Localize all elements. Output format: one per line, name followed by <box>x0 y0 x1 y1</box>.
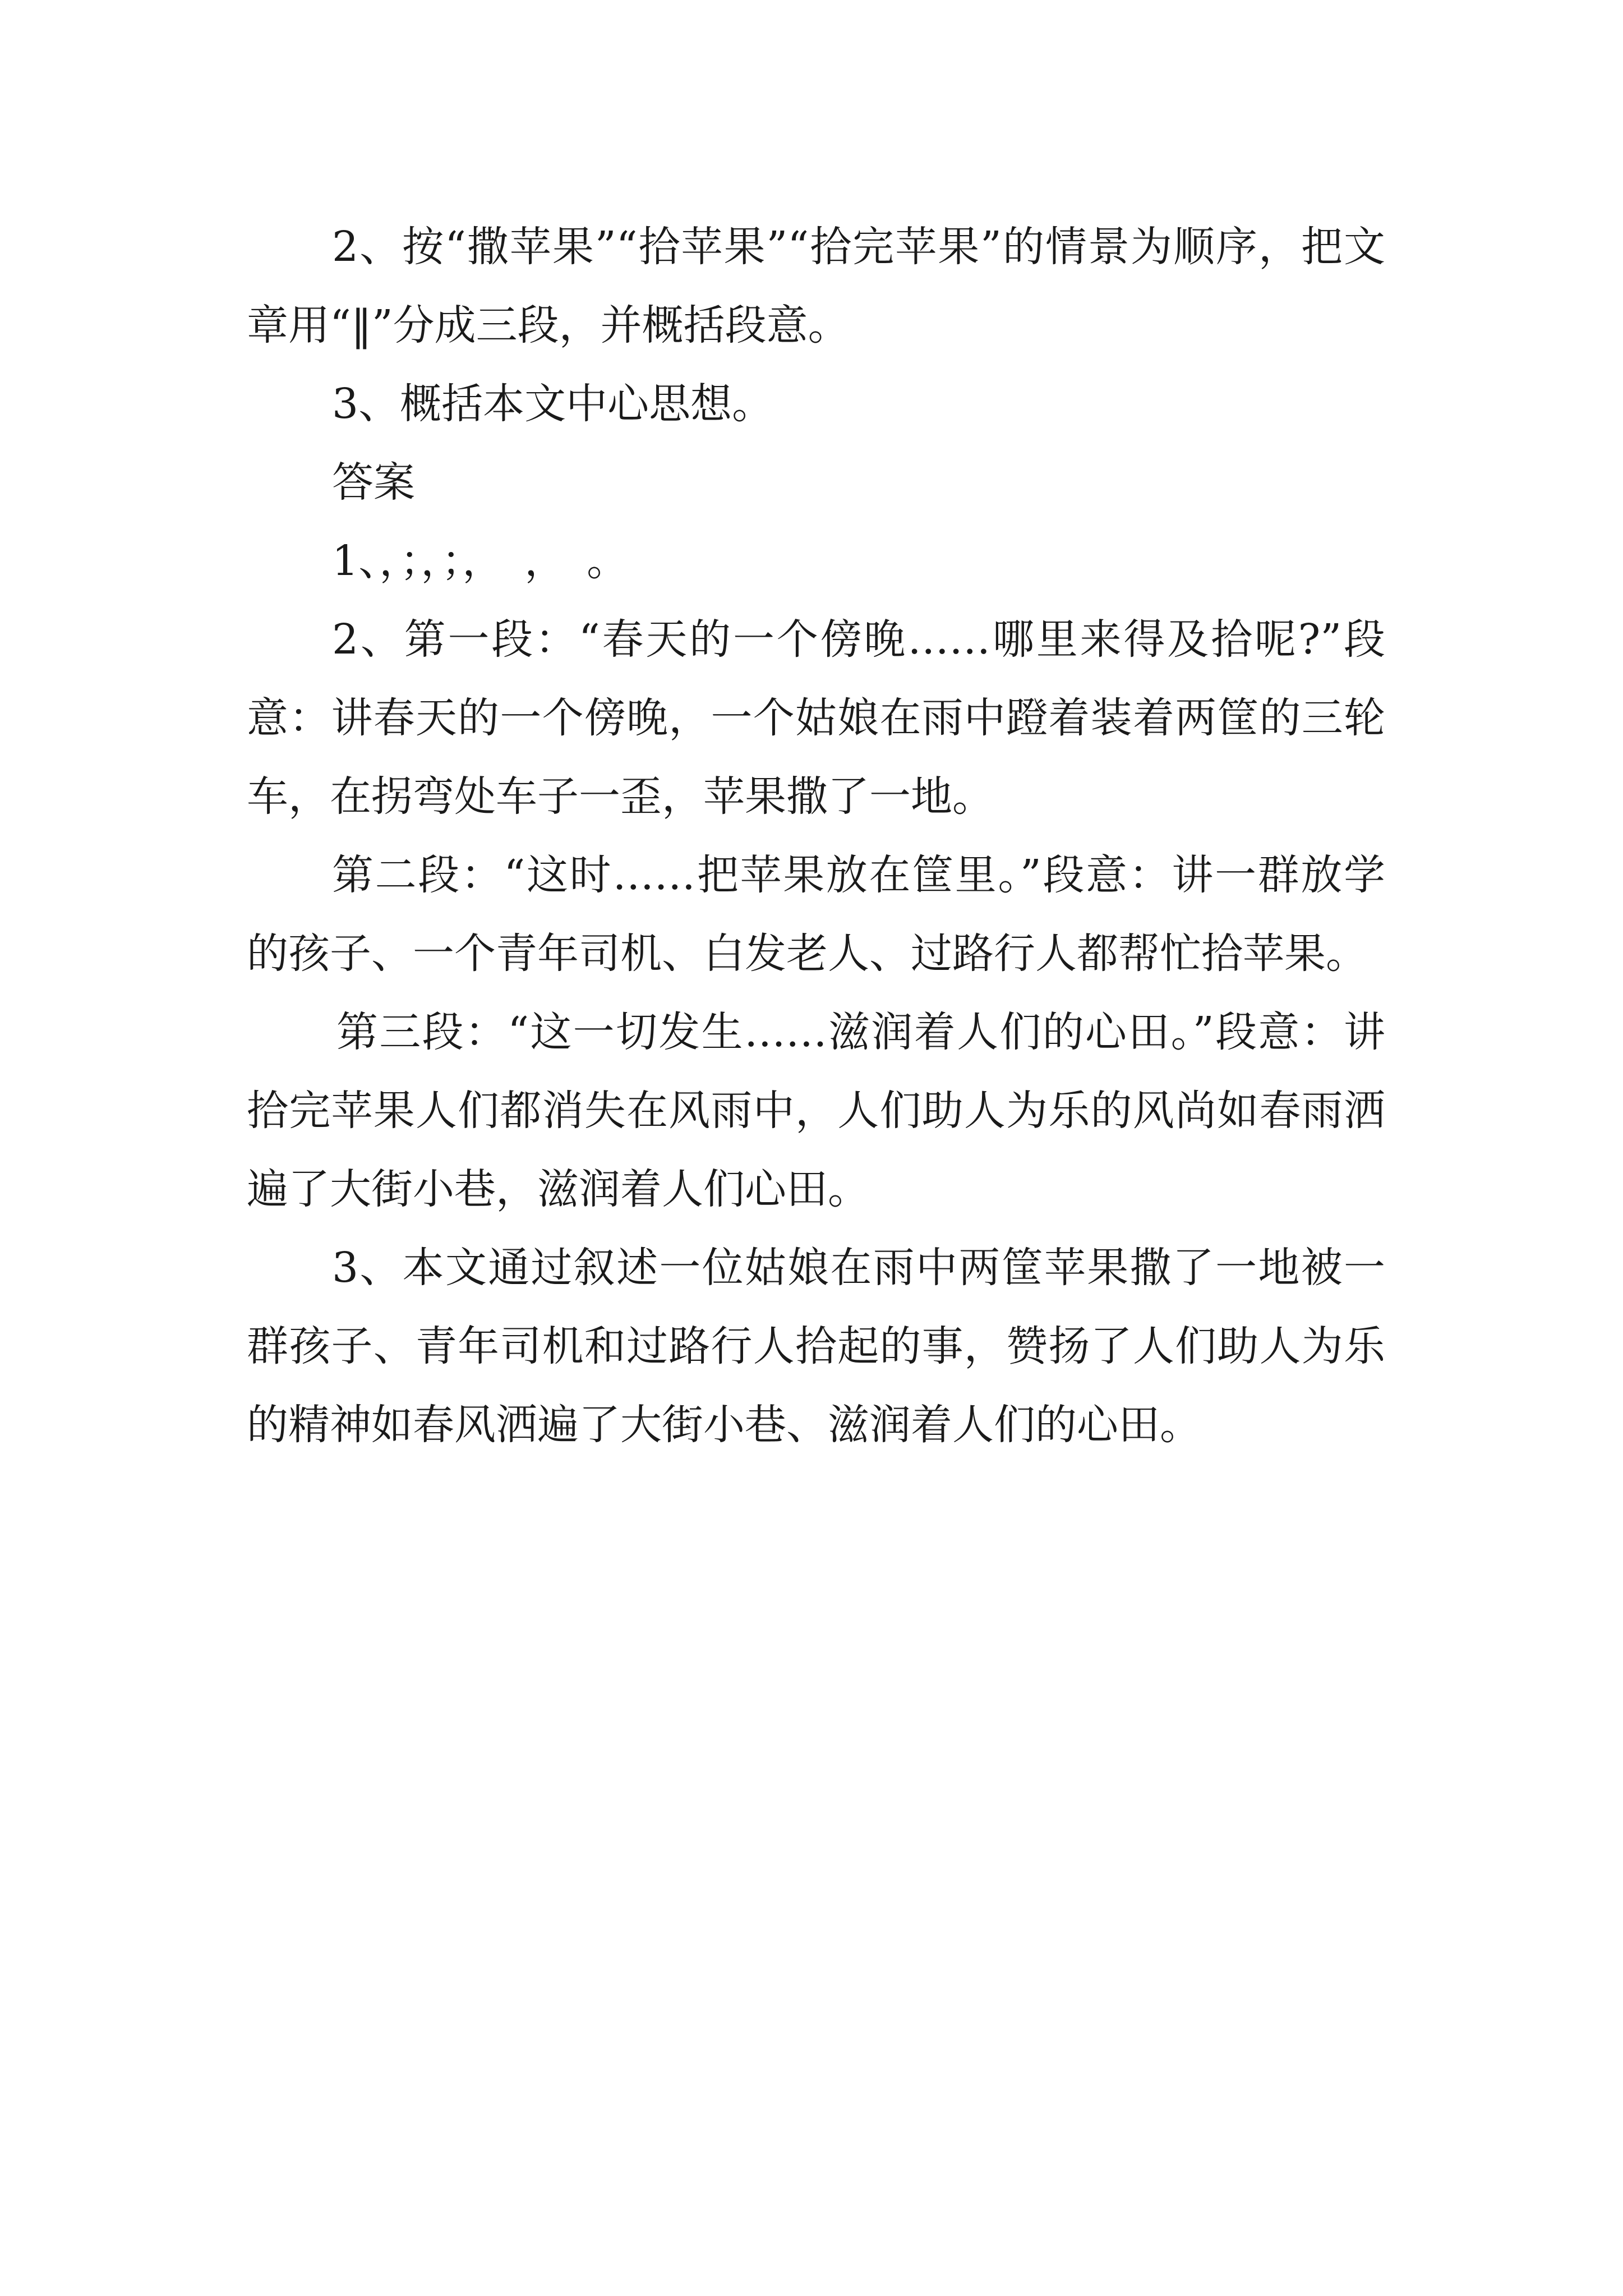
answer-1-paragraph: 1、，；，；， ， 。 <box>332 537 629 585</box>
answer-2-section-3-paragraph: 第三段：“这一切发生……滋润着人们的心田。”段意：讲拾完苹果人们都消失在风雨中，人们助人为乐的风尚如春雨洒遍了大街小巷，滋润着人们心田。 <box>247 1008 1385 1213</box>
answer-2-section-2-paragraph: 第二段：“这时……把苹果放在筐里。”段意：讲一群放学的孩子、一个青年司机、白发老人、过路行人都帮忙拾苹果。 <box>247 851 1385 978</box>
question-3-paragraph: 3、概括本文中心思想。 <box>332 380 774 428</box>
answer-heading: 答案 <box>332 458 415 507</box>
question-2-paragraph: 2、按“撒苹果”“拾苹果”“拾完苹果”的情景为顺序，把文章用“‖”分成三段，并概括段意。 <box>247 223 1385 349</box>
answer-2-section-1-paragraph: 2、第一段：“春天的一个傍晚……哪里来得及拾呢?”段意：讲春天的一个傍晚，一个姑娘在雨中蹬着装着两筐的三轮车，在拐弯处车子一歪，苹果撒了一地。 <box>247 615 1385 821</box>
document-body <box>247 208 1385 1464</box>
answer-3-paragraph: 3、本文通过叙述一位姑娘在雨中两筐苹果撒了一地被一群孩子、青年司机和过路行人拾起的事，赞扬了人们助人为乐的精神如春风洒遍了大街小巷、滋润着人们的心田。 <box>247 1244 1385 1449</box>
